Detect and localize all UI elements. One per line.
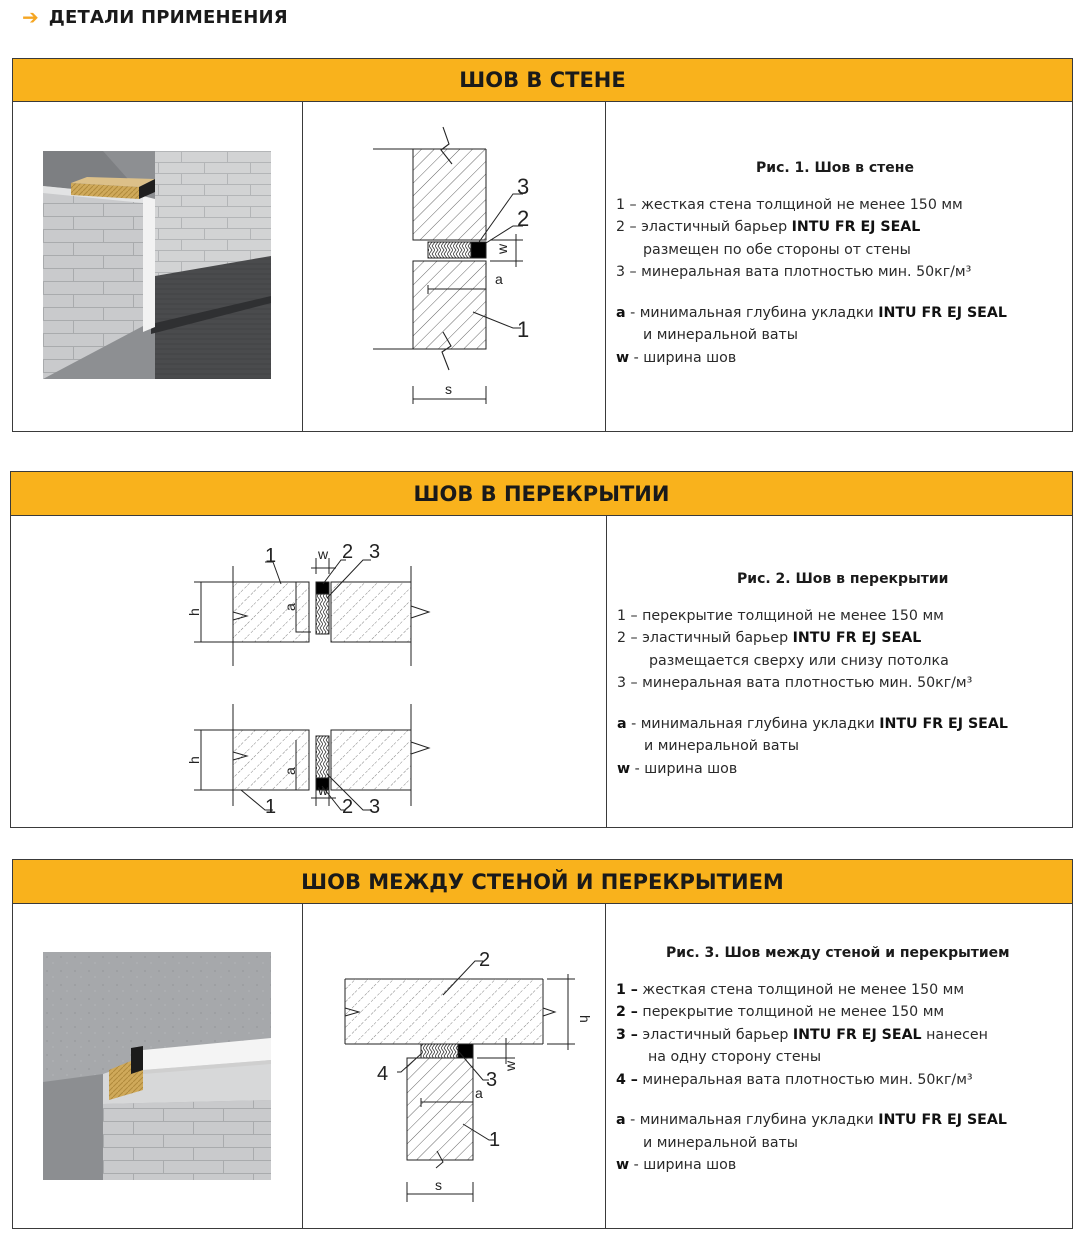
drawing-cell [11, 516, 606, 827]
wall-joint-drawing [303, 102, 606, 432]
legend-line: 1 – перекрытие толщиной не менее 150 мм [617, 607, 944, 624]
drawing-cell [302, 904, 605, 1228]
page-title: ДЕТАЛИ ПРИМЕНЕНИЯ [48, 6, 288, 28]
figure-title: Рис. 2. Шов в перекрытии [737, 571, 949, 587]
render-cell [13, 904, 302, 1228]
wall-floor-joint-drawing [303, 904, 606, 1229]
legend-line: a - минимальная глубина укладки INTU FR EJ SEAL [616, 304, 1007, 321]
callout-2: 2 [342, 796, 354, 818]
legend-line: 1 – жесткая стена толщиной не менее 150 мм [616, 196, 963, 213]
page-header [22, 4, 288, 30]
legend-line: на одну сторону стены [648, 1049, 822, 1065]
caption [616, 942, 1010, 1177]
callout-4: 4 [377, 1063, 389, 1085]
legend-line: и минеральной ваты [643, 1134, 798, 1151]
caption [616, 157, 1007, 369]
callout-2: 2 [479, 949, 491, 971]
callout-3: 3 [517, 174, 530, 199]
callout-1: 1 [265, 796, 277, 818]
section-title: ШОВ МЕЖДУ СТЕНОЙ И ПЕРЕКРЫТИЕМ [13, 860, 1072, 904]
render-cell [13, 102, 302, 431]
figure-title: Рис. 1. Шов в стене [756, 160, 914, 176]
dim-a: a [475, 1085, 483, 1101]
legend-line: 2 – эластичный барьер INTU FR EJ SEAL [616, 219, 921, 235]
dim-a: a [282, 767, 298, 775]
legend-line: 2 – перекрытие толщиной не менее 150 мм [616, 1004, 945, 1020]
dim-h: h [577, 1015, 593, 1023]
arrow-right-icon: ➔ [22, 5, 39, 29]
dim-a: a [282, 603, 298, 611]
caption-cell [605, 904, 1074, 1228]
callout-1: 1 [265, 545, 277, 567]
dim-w: w [494, 243, 510, 254]
section-floor-joint [10, 471, 1073, 828]
legend-line: 3 – минеральная вата плотностью мин. 50кг/м³ [616, 264, 972, 280]
floor-joint-drawing [11, 516, 606, 828]
section-title: ШОВ В СТЕНЕ [13, 59, 1072, 102]
caption [617, 568, 1008, 780]
wall-joint-render [13, 102, 302, 432]
dim-s: s [435, 1177, 442, 1193]
legend-line: 2 – эластичный барьер INTU FR EJ SEAL [617, 630, 922, 646]
callout-3: 3 [486, 1069, 498, 1091]
legend-line: a - минимальная глубина укладки INTU FR EJ SEAL [616, 1112, 1007, 1128]
legend-line: и минеральной ваты [643, 327, 798, 343]
dim-w: w [318, 782, 329, 798]
callout-1: 1 [489, 1129, 501, 1151]
legend-line: w - ширина шов [617, 760, 738, 777]
legend-line: w - ширина шов [616, 1157, 737, 1173]
legend-line: 1 – жесткая стена толщиной не менее 150 мм [616, 981, 965, 998]
legend-line: размещен по обе стороны от стены [643, 241, 911, 258]
legend-line: и минеральной ваты [644, 738, 799, 754]
legend-line: 3 – минеральная вата плотностью мин. 50кг/м³ [617, 675, 973, 691]
section-title: ШОВ В ПЕРЕКРЫТИИ [11, 472, 1072, 516]
callout-3: 3 [369, 796, 381, 818]
legend-line: 3 – эластичный барьер INTU FR EJ SEAL нанесен [616, 1026, 988, 1043]
wall-floor-joint-render [13, 904, 302, 1229]
callout-3: 3 [369, 541, 381, 563]
legend-line: размещается сверху или снизу потолка [649, 652, 949, 669]
caption-cell [605, 102, 1074, 431]
dim-h: h [186, 756, 202, 764]
section-wall-joint [12, 58, 1073, 432]
dim-w: w [318, 546, 329, 562]
legend-line: 4 – минеральная вата плотностью мин. 50кг/м³ [616, 1071, 973, 1088]
dim-h: h [186, 608, 202, 616]
legend-line: w - ширина шов [616, 349, 737, 366]
figure-title: Рис. 3. Шов между стеной и перекрытием [666, 945, 1010, 961]
legend-line: a - минимальная глубина укладки INTU FR EJ SEAL [617, 715, 1008, 732]
callout-1: 1 [517, 317, 530, 342]
dim-w: w [502, 1060, 518, 1071]
drawing-cell [302, 102, 605, 431]
section-wall-floor-joint [12, 859, 1073, 1229]
caption-cell [606, 516, 1074, 827]
dim-a: a [495, 271, 503, 287]
callout-2: 2 [517, 206, 530, 231]
dim-s: s [445, 381, 452, 397]
callout-2: 2 [342, 541, 354, 563]
